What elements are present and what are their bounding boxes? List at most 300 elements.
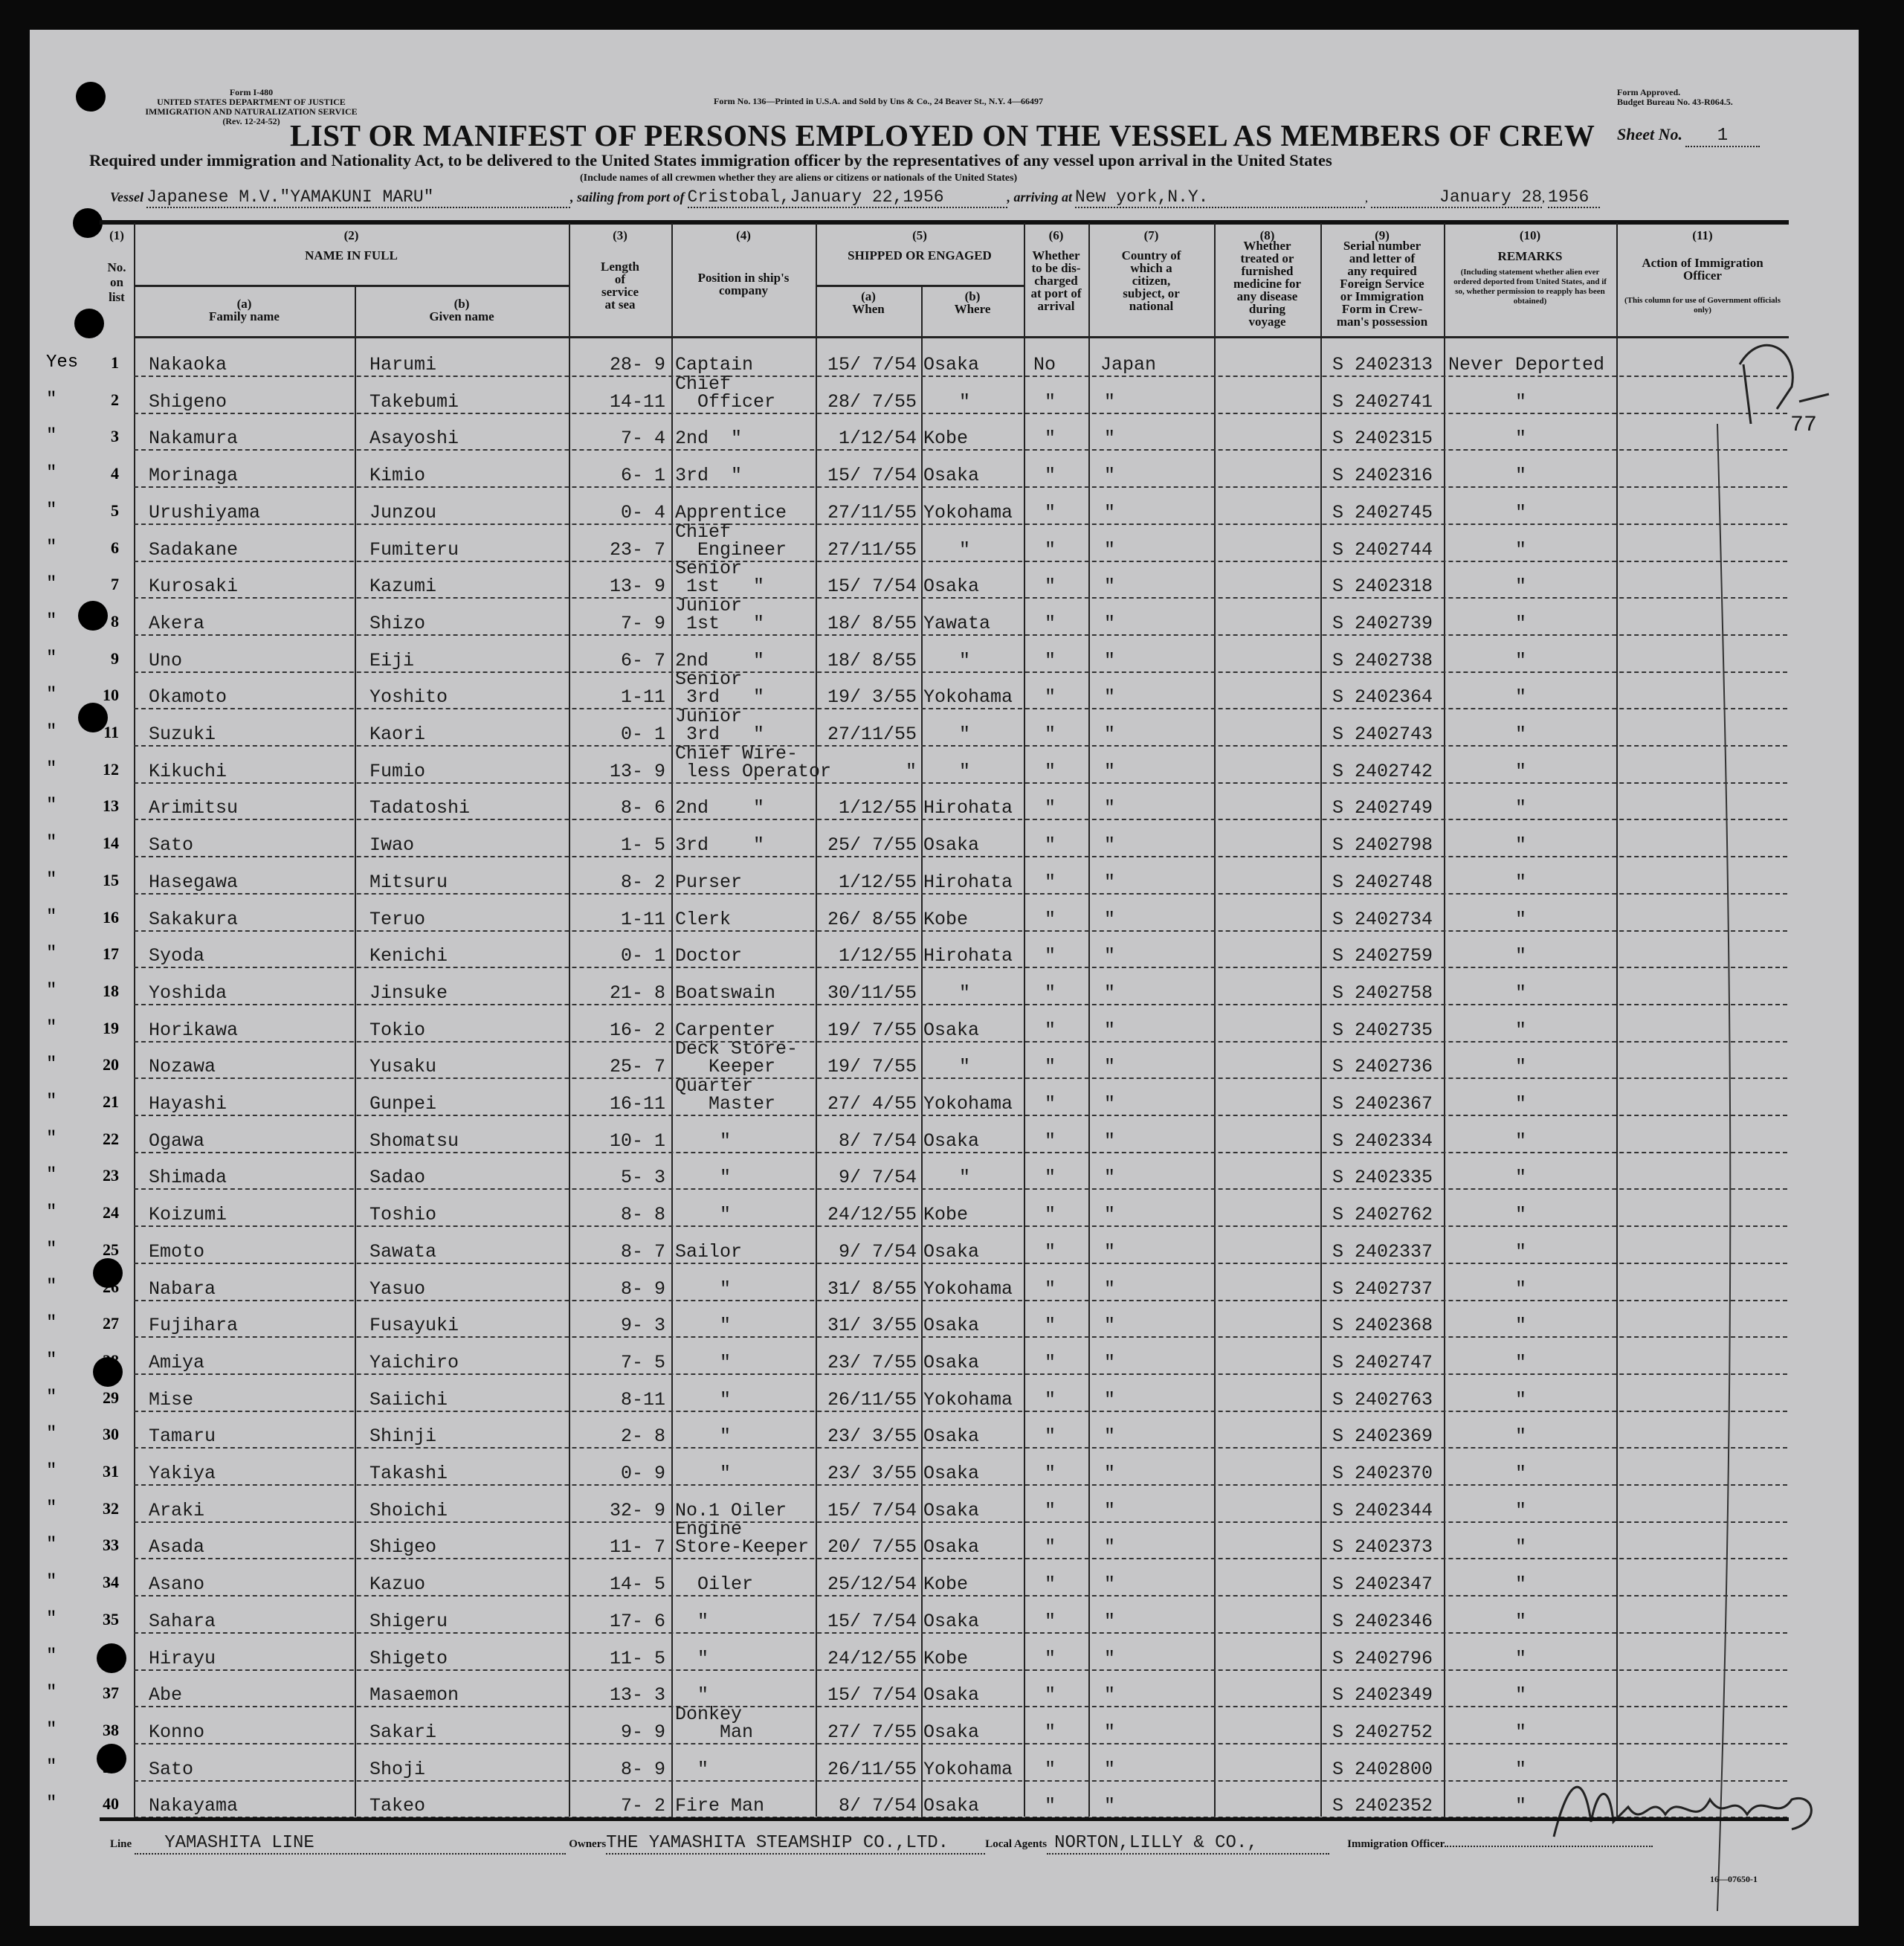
discharged: "	[1045, 945, 1056, 967]
form-approved: Form Approved.	[1617, 87, 1681, 97]
row-mark: "	[46, 1092, 57, 1112]
shipped-where: Osaka	[923, 1240, 980, 1263]
remarks: "	[1515, 908, 1527, 930]
country: "	[1104, 1684, 1116, 1707]
country: Japan	[1100, 354, 1157, 376]
shipped-where: Yokohama	[923, 1093, 1013, 1115]
discharged: "	[1045, 908, 1056, 930]
family-name: Shigeno	[149, 390, 227, 413]
given-name: Jinsuke	[369, 982, 448, 1004]
country: "	[1104, 982, 1116, 1004]
country: "	[1104, 428, 1116, 450]
length-of-service: 6- 1	[620, 465, 665, 487]
remarks: "	[1515, 834, 1527, 857]
length-of-service: 7- 4	[620, 428, 665, 450]
discharged: "	[1045, 1463, 1056, 1484]
discharged: "	[1045, 1388, 1056, 1411]
arrival-date: January 28	[1371, 187, 1542, 208]
position: Chief Wire- less Operator	[675, 742, 832, 782]
length-of-service: 8-11	[620, 1388, 665, 1411]
table-row	[46, 1669, 1787, 1707]
given-name: Asayoshi	[369, 428, 459, 450]
shipped-where: Yokohama	[923, 1758, 1013, 1780]
country: "	[1104, 1093, 1116, 1115]
shipped-where: Yokohama	[923, 686, 1013, 709]
given-name: Yoshito	[369, 686, 448, 709]
discharged: "	[1045, 1795, 1056, 1817]
serial-number: S 2402315	[1332, 428, 1433, 450]
remarks: "	[1515, 1240, 1527, 1263]
discharged: "	[1045, 1240, 1056, 1263]
row-number: 19	[103, 1018, 119, 1037]
family-name: Shimada	[149, 1167, 227, 1189]
subtitle: Required under immigration and Nationality Act, to be delivered to the United States immigration officer by the representatives of any vessel upon arrival in the United States	[89, 151, 1332, 170]
row-number: 32	[103, 1498, 119, 1518]
given-name: Gunpei	[369, 1093, 437, 1115]
family-name: Syoda	[149, 945, 205, 967]
table-row	[46, 929, 1787, 968]
remarks: "	[1515, 1278, 1527, 1300]
position: Senior 1st "	[675, 558, 765, 598]
arriving-label: , arriving at	[1007, 190, 1073, 204]
discharged: "	[1045, 1647, 1056, 1669]
shipped-when: 31/ 3/55	[827, 1315, 917, 1337]
row-number: 14	[103, 834, 119, 853]
shipped-where: Osaka	[923, 465, 980, 487]
length-of-service: 13- 9	[609, 576, 665, 598]
remarks: "	[1515, 797, 1527, 819]
shipped-subrule	[816, 285, 1024, 287]
serial-number: S 2402344	[1332, 1499, 1433, 1521]
row-mark: "	[46, 426, 57, 447]
owners-value: THE YAMASHITA STEAMSHIP CO.,LTD.	[606, 1833, 985, 1855]
serial-number: S 2402738	[1332, 649, 1433, 671]
col-discharged: Whether to be dis- charged at port of arrival	[1030, 248, 1082, 313]
row-mark: "	[46, 1313, 57, 1334]
shipped-where: "	[959, 538, 971, 561]
family-name: Asada	[149, 1536, 205, 1559]
country: "	[1104, 1758, 1116, 1780]
given-name: Kimio	[369, 465, 426, 487]
handwritten-check-mark	[1598, 320, 1866, 1918]
family-name: Nakamura	[149, 428, 239, 450]
table-row	[46, 893, 1787, 932]
table-row	[46, 1595, 1787, 1634]
shipped-where: Kobe	[923, 1573, 969, 1596]
family-name: Koizumi	[149, 1204, 227, 1226]
position: "	[675, 1204, 732, 1226]
discharged: "	[1045, 1721, 1056, 1743]
discharged: "	[1045, 612, 1056, 634]
col-name-in-full: NAME IN FULL	[305, 248, 398, 262]
serial-number: S 2402352	[1332, 1795, 1433, 1817]
given-name: Teruo	[369, 908, 426, 930]
discharged: "	[1045, 538, 1056, 561]
include-note: (Include names of all crewmen whether they are aliens or citizens or nationals of the United States)	[580, 173, 1018, 184]
row-mark: "	[46, 1535, 57, 1556]
row-number: 22	[103, 1129, 119, 1148]
row-mark: "	[46, 1608, 57, 1629]
shipped-where: Osaka	[923, 1721, 980, 1743]
country: "	[1104, 1463, 1116, 1484]
country: "	[1104, 1388, 1116, 1411]
row-number: 2	[111, 390, 119, 409]
country: "	[1104, 465, 1116, 487]
remarks: "	[1515, 760, 1527, 782]
country: "	[1104, 1425, 1116, 1448]
family-name: Konno	[149, 1721, 205, 1743]
row-number: 8	[111, 611, 119, 631]
serial-number: S 2402367	[1332, 1093, 1433, 1115]
row-mark: "	[46, 1683, 57, 1704]
shipped-when: 15/ 7/54	[827, 576, 917, 598]
country: "	[1104, 1240, 1116, 1263]
col6-number: (6)	[1048, 228, 1064, 242]
serial-number: S 2402349	[1332, 1684, 1433, 1707]
sailing-label: , sailing from port of	[570, 190, 685, 204]
table-row	[46, 1703, 1787, 1744]
col8-number: (8)	[1259, 228, 1275, 242]
family-name: Nozawa	[149, 1056, 216, 1078]
remarks: "	[1515, 1388, 1527, 1411]
position: "	[675, 1425, 732, 1448]
row-mark: "	[46, 1276, 57, 1297]
row-mark: "	[46, 610, 57, 631]
position: Sailor	[675, 1240, 743, 1263]
position: Quarter Master	[675, 1075, 776, 1115]
family-name: Kikuchi	[149, 760, 227, 782]
length-of-service: 7- 9	[620, 612, 665, 634]
row-mark: "	[46, 1646, 57, 1666]
serial-number: S 2402737	[1332, 1278, 1433, 1300]
shipped-when: 18/ 8/55	[827, 649, 917, 671]
line-label: Line	[110, 1838, 132, 1850]
shipped-where: Osaka	[923, 354, 980, 376]
row-number: 18	[103, 981, 119, 1000]
position: "	[675, 1278, 732, 1300]
remarks: "	[1515, 390, 1527, 413]
shipped-where: Osaka	[923, 1536, 980, 1559]
col1-number: (1)	[109, 228, 124, 242]
shipped-where: Yokohama	[923, 1388, 1013, 1411]
row-number: 35	[103, 1609, 119, 1628]
col11-number: (11)	[1692, 228, 1713, 242]
vessel-label: Vessel	[110, 190, 143, 204]
serial-number: S 2402763	[1332, 1388, 1433, 1411]
row-mark: "	[46, 1054, 57, 1075]
table-row	[46, 1410, 1787, 1449]
length-of-service: 9- 3	[620, 1315, 665, 1337]
country: "	[1104, 1351, 1116, 1373]
given-name: Tokio	[369, 1019, 426, 1041]
shipped-where: Kobe	[923, 908, 969, 930]
shipped-when: 25/ 7/55	[827, 834, 917, 857]
family-name: Nakaoka	[149, 354, 227, 376]
row-mark: "	[46, 1387, 57, 1408]
remarks: "	[1515, 576, 1527, 598]
serial-number: S 2402762	[1332, 1204, 1433, 1226]
serial-number: S 2402370	[1332, 1463, 1433, 1484]
col3-number: (3)	[613, 228, 627, 242]
col10-number: (10)	[1519, 228, 1541, 242]
agents-label: Local Agents	[985, 1838, 1048, 1850]
remarks: "	[1515, 1204, 1527, 1226]
remarks: "	[1515, 982, 1527, 1004]
country: "	[1104, 612, 1116, 634]
discharged: "	[1045, 1093, 1056, 1115]
family-name: Abe	[149, 1684, 183, 1707]
shipped-when: 27/11/55	[827, 501, 917, 523]
family-name: Hayashi	[149, 1093, 227, 1115]
shipped-where: "	[959, 1056, 971, 1078]
given-name: Sadao	[369, 1167, 426, 1189]
country: "	[1104, 576, 1116, 598]
given-name: Kazuo	[369, 1573, 426, 1596]
length-of-service: 0- 1	[620, 724, 665, 745]
discharged: "	[1045, 1315, 1056, 1337]
punch-hole	[73, 208, 103, 238]
position: "	[675, 1315, 732, 1337]
row-mark: "	[46, 796, 57, 816]
row-number: 13	[103, 796, 119, 816]
row-mark: "	[46, 980, 57, 1001]
family-name: Tamaru	[149, 1425, 216, 1448]
row-mark: "	[46, 1202, 57, 1223]
shipped-where: Osaka	[923, 1610, 980, 1632]
col-medicine: Whether treated or furnished medicine for any disease during voyage	[1233, 239, 1302, 329]
shipped-when: 1/12/55	[838, 871, 917, 893]
row-mark: Yes	[46, 352, 79, 373]
discharged: "	[1045, 1573, 1056, 1596]
shipped-where: "	[959, 760, 971, 782]
given-name: Junzou	[369, 501, 437, 523]
row-mark: "	[46, 574, 57, 595]
shipped-where: Osaka	[923, 834, 980, 857]
discharged: No	[1033, 354, 1056, 376]
position: Chief Engineer	[675, 521, 787, 561]
family-name: Amiya	[149, 1351, 205, 1373]
row-number: 40	[103, 1794, 119, 1814]
row-mark: "	[46, 833, 57, 854]
shipped-when: 1/12/55	[838, 797, 917, 819]
length-of-service: 8- 9	[620, 1758, 665, 1780]
row-number: 25	[103, 1240, 119, 1259]
remarks: "	[1515, 1056, 1527, 1078]
given-name: Iwao	[369, 834, 415, 857]
given-name: Kaori	[369, 724, 426, 745]
country: "	[1104, 501, 1116, 523]
length-of-service: 17- 6	[609, 1610, 665, 1632]
position: Chief Officer	[675, 373, 776, 413]
row-mark: "	[46, 500, 57, 521]
discharged: "	[1045, 1056, 1056, 1078]
shipped-when: 27/11/55	[827, 538, 917, 561]
shipped-where: Kobe	[923, 1647, 969, 1669]
serial-number: S 2402744	[1332, 538, 1433, 561]
given-name: Shigeru	[369, 1610, 448, 1632]
row-number: 37	[103, 1684, 119, 1703]
position: Junior 1st "	[675, 594, 765, 634]
row-number: 23	[103, 1166, 119, 1185]
country: "	[1104, 1278, 1116, 1300]
serial-number: S 2402748	[1332, 871, 1433, 893]
table-row	[46, 1299, 1787, 1338]
length-of-service: 13- 3	[609, 1684, 665, 1707]
shipped-when: 15/ 7/54	[827, 354, 917, 376]
given-name: Takashi	[369, 1463, 448, 1484]
arriving-value: New york,N.Y.	[1075, 187, 1365, 208]
approval-block	[1617, 88, 1733, 107]
family-name: Akera	[149, 612, 205, 634]
row-number: 34	[103, 1573, 119, 1592]
table-row	[46, 1447, 1787, 1486]
name-subrule	[134, 285, 569, 287]
length-of-service: 14-11	[609, 390, 665, 413]
shipped-where: Osaka	[923, 576, 980, 598]
remarks: Never Deported	[1448, 354, 1605, 376]
position: 3rd "	[675, 465, 743, 487]
row-number: 12	[103, 759, 119, 779]
given-name: Toshio	[369, 1204, 437, 1226]
shipped-when: 25/12/54	[827, 1573, 917, 1596]
shipped-when: "	[882, 760, 917, 782]
row-mark: "	[46, 389, 57, 410]
row-number: 38	[103, 1720, 119, 1739]
row-number: 36	[103, 1646, 119, 1666]
row-number: 20	[103, 1055, 119, 1075]
family-name: Urushiyama	[149, 501, 261, 523]
length-of-service: 8- 7	[620, 1240, 665, 1263]
length-of-service: 23- 7	[609, 538, 665, 561]
given-name: Saiichi	[369, 1388, 448, 1411]
position: Purser	[675, 871, 743, 893]
col-position: Position in ship's company	[697, 271, 790, 297]
family-name: Mise	[149, 1388, 194, 1411]
shipped-where: Hirohata	[923, 797, 1013, 819]
sheet-value: 1	[1685, 126, 1760, 147]
remarks: "	[1515, 724, 1527, 745]
shipped-when: 18/ 8/55	[827, 612, 917, 634]
col-serial-number: Serial number and letter of any required Foreign Service or Immigration Form in Crew- man's possession	[1336, 239, 1428, 329]
row-mark: "	[46, 944, 57, 964]
position: 2nd "	[675, 797, 765, 819]
given-name: Mitsuru	[369, 871, 448, 893]
shipped-when: 27/ 7/55	[827, 1721, 917, 1743]
position: Apprentice	[675, 501, 787, 523]
position: "	[675, 1167, 732, 1189]
shipped-when: 1/12/54	[838, 428, 917, 450]
shipped-when: 15/ 7/54	[827, 1610, 917, 1632]
row-mark: "	[46, 1461, 57, 1481]
serial-number: S 2402318	[1332, 576, 1433, 598]
serial-number: S 2402316	[1332, 465, 1433, 487]
family-name: Okamoto	[149, 686, 227, 709]
position: "	[675, 1758, 709, 1780]
table-row	[46, 1336, 1787, 1375]
row-number: 5	[111, 500, 119, 520]
shipped-where: Osaka	[923, 1499, 980, 1521]
row-number: 4	[111, 464, 119, 483]
table-bottom-rule	[100, 1817, 1789, 1821]
col-immigration-action: Action of Immigration Officer	[1642, 256, 1763, 283]
row-number: 9	[111, 648, 119, 668]
serial-number: S 2402739	[1332, 612, 1433, 634]
given-name: Fumio	[369, 760, 426, 782]
country: "	[1104, 1647, 1116, 1669]
table-row	[46, 668, 1787, 709]
table-row	[46, 1558, 1787, 1597]
row-mark: "	[46, 722, 57, 742]
shipped-when: 19/ 7/55	[827, 1056, 917, 1078]
col-given-name: (b) Given name	[429, 297, 494, 323]
row-mark: "	[46, 1719, 57, 1740]
officer-label: Immigration Officer	[1347, 1838, 1445, 1850]
shipped-when: 26/11/55	[827, 1758, 917, 1780]
position: "	[675, 1130, 732, 1152]
remarks: "	[1515, 1610, 1527, 1632]
shipped-when: 27/11/55	[827, 724, 917, 745]
row-mark: "	[46, 869, 57, 890]
family-name: Yakiya	[149, 1463, 216, 1484]
country: "	[1104, 760, 1116, 782]
discharged: "	[1045, 1610, 1056, 1632]
family-name: Araki	[149, 1499, 205, 1521]
shipped-when: 27/ 4/55	[827, 1093, 917, 1115]
shipped-when: 24/12/55	[827, 1647, 917, 1669]
position: Junior 3rd "	[675, 706, 765, 745]
given-name: Shizo	[369, 612, 426, 634]
shipped-where: Kobe	[923, 428, 969, 450]
length-of-service: 11- 7	[609, 1536, 665, 1559]
line-value: YAMASHITA LINE	[135, 1833, 566, 1855]
remarks: "	[1515, 871, 1527, 893]
position: No.1 Oiler	[675, 1499, 787, 1521]
length-of-service: 7- 2	[620, 1795, 665, 1817]
table-row	[46, 1004, 1787, 1043]
length-of-service: 25- 7	[609, 1056, 665, 1078]
remarks: "	[1515, 1425, 1527, 1448]
length-of-service: 8- 9	[620, 1278, 665, 1300]
length-of-service: 8- 8	[620, 1204, 665, 1226]
country: "	[1104, 724, 1116, 745]
serial-number: S 2402735	[1332, 1019, 1433, 1041]
country: "	[1104, 1573, 1116, 1596]
sheet-label: Sheet No.	[1617, 125, 1682, 144]
remarks: "	[1515, 1019, 1527, 1041]
family-name: Uno	[149, 649, 183, 671]
shipped-where: Osaka	[923, 1315, 980, 1337]
row-number: 11	[103, 723, 119, 741]
serial-number: S 2402335	[1332, 1167, 1433, 1189]
shipped-where: Osaka	[923, 1019, 980, 1041]
discharged: "	[1045, 724, 1056, 745]
length-of-service: 0- 9	[620, 1463, 665, 1484]
col2-number: (2)	[343, 228, 359, 242]
shipped-where: Osaka	[923, 1684, 980, 1707]
country: "	[1104, 1795, 1116, 1817]
given-name: Eiji	[369, 649, 415, 671]
remarks: "	[1515, 501, 1527, 523]
serial-number: S 2402369	[1332, 1425, 1433, 1448]
position: Captain	[675, 354, 754, 376]
table-row	[46, 1484, 1787, 1523]
family-name: Suzuki	[149, 724, 216, 745]
table-row	[46, 1373, 1787, 1412]
owners-label: Owners	[569, 1838, 607, 1850]
country: "	[1104, 1721, 1116, 1743]
row-mark: "	[46, 1794, 57, 1814]
row-mark: "	[46, 648, 57, 668]
